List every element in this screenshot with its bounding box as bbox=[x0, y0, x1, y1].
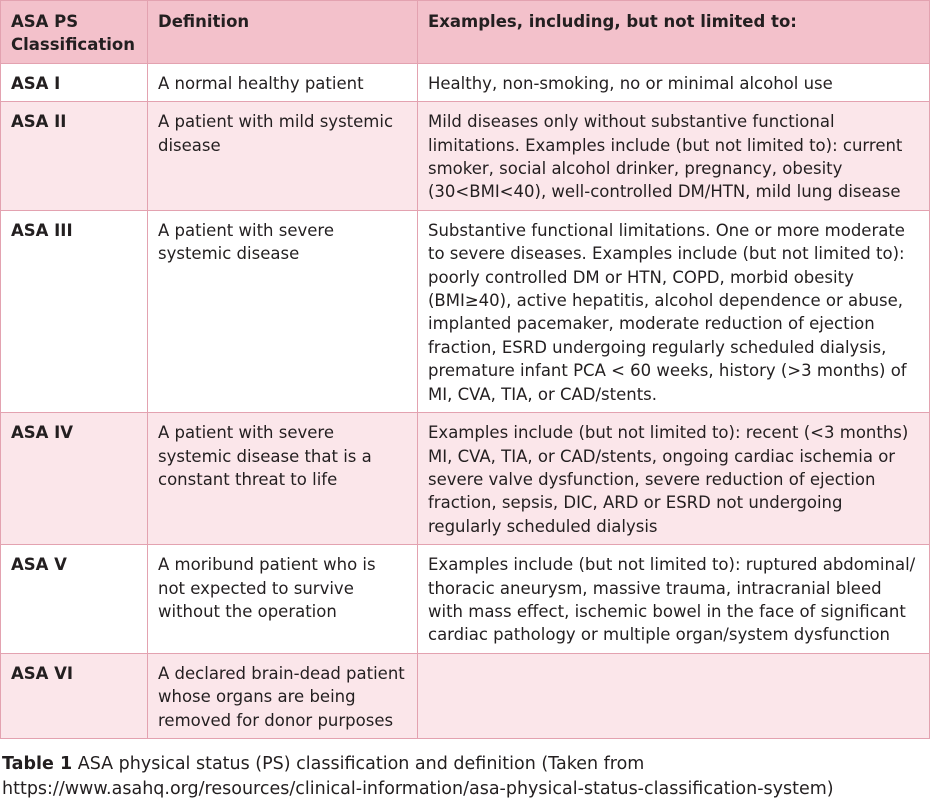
classification-cell: ASA II bbox=[1, 102, 148, 211]
classification-cell: ASA VI bbox=[1, 653, 148, 738]
classification-cell: ASA IV bbox=[1, 413, 148, 545]
examples-cell bbox=[418, 653, 930, 738]
table-row bbox=[1, 210, 930, 412]
header-classification: ASA PS Classification bbox=[1, 1, 148, 64]
definition-cell: A patient with mild systemic disease bbox=[148, 102, 418, 211]
classification-cell: ASA I bbox=[1, 63, 148, 101]
table-header bbox=[1, 1, 930, 64]
classification-cell: ASA V bbox=[1, 545, 148, 654]
examples-cell: Substantive functional limitations. One or more moderate to severe diseases. Examples include (but not limited to): poorly controlled DM or HTN, COPD, morbid obesity (BMI≥40), active hepatitis, alcohol dependence or abuse, implanted pacemaker, moderate reduction of ejection fraction, ESRD undergoing regularly scheduled dialysis, premature infant PCA < 60 weeks, history (>3 months) of MI, CVA, TIA, or CAD/stents. bbox=[418, 210, 930, 412]
header-row bbox=[1, 1, 930, 64]
examples-cell: Examples include (but not limited to): ruptured abdominal/ thoracic aneurysm, massive trauma, intracranial bleed with mass effect, ischemic bowel in the face of significant cardiac pathology or multiple organ/system dysfunction bbox=[418, 545, 930, 654]
table-row bbox=[1, 653, 930, 738]
table-body bbox=[1, 63, 930, 738]
definition-cell: A declared brain-dead patient whose organs are being removed for donor purposes bbox=[148, 653, 418, 738]
definition-cell: A patient with severe systemic disease that is a constant threat to life bbox=[148, 413, 418, 545]
definition-cell: A moribund patient who is not expected to survive without the operation bbox=[148, 545, 418, 654]
classification-cell: ASA III bbox=[1, 210, 148, 412]
table-row bbox=[1, 63, 930, 101]
table-row bbox=[1, 102, 930, 211]
definition-cell: A patient with severe systemic disease bbox=[148, 210, 418, 412]
table-caption bbox=[2, 752, 928, 802]
table-row bbox=[1, 413, 930, 545]
header-examples: Examples, including, but not limited to: bbox=[418, 1, 930, 64]
examples-cell: Mild diseases only without substantive functional limitations. Examples include (but not limited to): current smoker, social alcohol drinker, pregnancy, obesity (30<BMI<40), well-controlled DM/HTN, mild lung disease bbox=[418, 102, 930, 211]
table-row bbox=[1, 545, 930, 654]
examples-cell: Examples include (but not limited to): recent (<3 months) MI, CVA, TIA, or CAD/stents, ongoing cardiac ischemia or severe valve dysfunction, severe reduction of ejection fraction, sepsis, DIC, ARD or ESRD not undergoing regularly scheduled dialysis bbox=[418, 413, 930, 545]
examples-cell: Healthy, non-smoking, no or minimal alcohol use bbox=[418, 63, 930, 101]
header-definition: Definition bbox=[148, 1, 418, 64]
caption-text: ASA physical status (PS) classification and definition (Taken from https://www.asahq.org/resources/clinical-information/asa-physical-status-classification-system) bbox=[2, 754, 834, 799]
caption-label: Table 1 bbox=[2, 754, 73, 774]
definition-cell: A normal healthy patient bbox=[148, 63, 418, 101]
